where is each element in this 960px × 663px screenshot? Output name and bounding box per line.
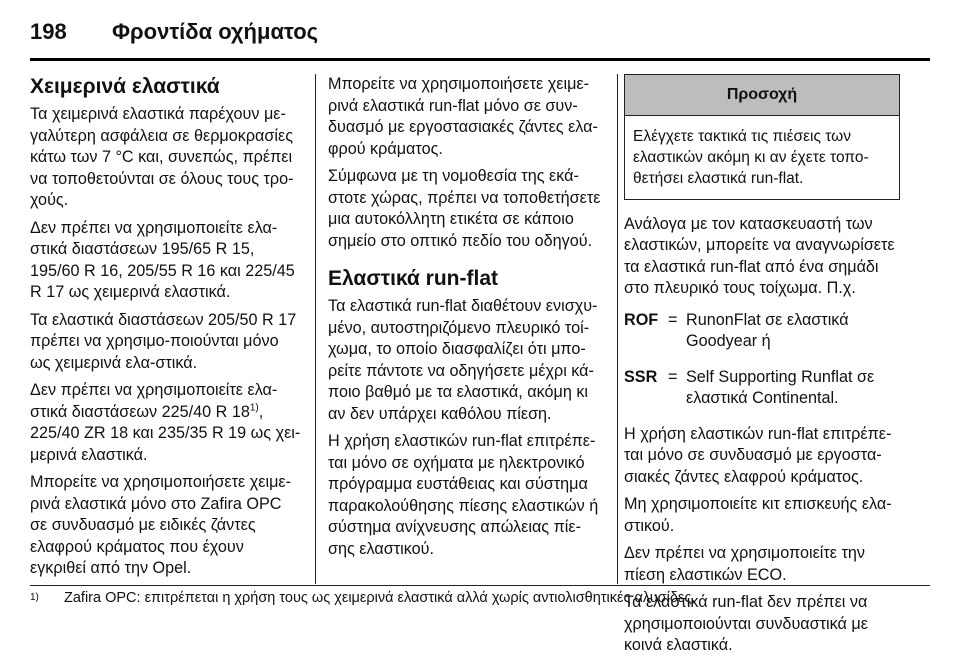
column-divider-1 bbox=[315, 74, 316, 584]
paragraph: Τα χειμερινά ελαστικά παρέχουν με-γαλύτερη ασφάλεια σε θερμοκρασίες κάτω των 7 °C και, συνεπώς, πρέπει να τοποθετούνται σε όλους τους τρο-χούς. bbox=[30, 105, 294, 209]
paragraph bbox=[30, 380, 302, 466]
column-divider-2 bbox=[617, 74, 618, 584]
caution-box bbox=[624, 74, 900, 200]
caution-title: Προσοχή bbox=[625, 75, 899, 116]
code-def: Self Supporting Runflat σε ελαστικά Continental. bbox=[686, 367, 875, 407]
page-number: 198 bbox=[30, 19, 67, 44]
paragraph: Η χρήση ελαστικών run-flat επιτρέπε-ται μόνο σε οχήματα με ηλεκτρονικό πρόγραμμα ευστάθειας και σύστημα παρακολούθησης πίεσης ελαστικών ή σύστημα ανίχνευσης απώλειας πίε-σης ελαστικού. bbox=[328, 432, 599, 558]
code-eq: = bbox=[668, 367, 678, 386]
footnote-rule bbox=[30, 585, 930, 586]
footnote bbox=[30, 588, 695, 608]
winter-tyres-heading: Χειμερινά ελαστικά bbox=[30, 75, 220, 98]
column-1 bbox=[30, 74, 302, 586]
code-definition bbox=[624, 367, 900, 410]
paragraph: Μπορείτε να χρησιμοποιήσετε χειμε-ρινά ελαστικά μόνο στο Zafira OPC σε συνδυασμό με ειδικές ζάντες ελαφρού κράματος που έχουν εγκριθεί από την Opel. bbox=[30, 473, 291, 577]
column-2 bbox=[328, 74, 604, 566]
paragraph: Τα ελαστικά run-flat δεν πρέπει να χρησιμοποιούνται συνδυαστικά με κοινά ελαστικά. bbox=[624, 593, 868, 654]
caution-text: Ελέγχετε τακτικά τις πιέσεις των ελαστικών ακόμη κι αν έχετε τοπο-θετήσει ελαστικά run-flat. bbox=[633, 127, 869, 187]
section-title: Φροντίδα οχήματος bbox=[112, 19, 319, 44]
code-eq: = bbox=[668, 310, 678, 329]
page-header bbox=[30, 14, 318, 50]
text-run: Δεν πρέπει να χρησιμοποιείτε ελα-στικά διαστάσεων 225/40 R 18 bbox=[30, 381, 278, 421]
footnote-ref: 1) bbox=[249, 402, 259, 414]
code-abbr: ROF bbox=[624, 310, 659, 329]
code-abbr: SSR bbox=[624, 367, 658, 386]
paragraph: Τα ελαστικά διαστάσεων 205/50 R 17 πρέπει να χρησιμο-ποιούνται μόνο ως χειμερινά ελα-στικά. bbox=[30, 310, 297, 372]
paragraph: Μπορείτε να χρησιμοποιήσετε χειμε-ρινά ελαστικά run-flat μόνο σε συν-δυασμό με εργοστασιακές ζάντες ελα-φρού κράματος. bbox=[328, 75, 598, 158]
paragraph: Τα ελαστικά run-flat διαθέτουν ενισχυ-μένο, αυτοστηριζόμενο πλευρικό τοί-χωμα, το οποίο διασφαλίζει ότι μπο-ρείτε πάντοτε να οδηγήσετε μέχρι κά-ποιο βαθμό με τα ελαστικά, ακόμη κι αν δεν υπάρχει καθόλου πίεση. bbox=[328, 297, 598, 423]
header-rule bbox=[30, 58, 930, 61]
paragraph: Η χρήση ελαστικών run-flat επιτρέπε-ται μόνο σε συνδυασμό με εργοστα-σιακές ζάντες ελαφρού κράματος. bbox=[624, 424, 892, 486]
text-run: , 225/40 ZR 18 και 235/35 R 19 ως χει-μερινά ελαστικά. bbox=[30, 402, 301, 464]
column-3 bbox=[624, 74, 900, 663]
footnote-text: Zafira OPC: επιτρέπεται η χρήση τους ως χειμερινά ελαστικά αλλά χωρίς αντιολισθητικές αλυσίδες. bbox=[64, 590, 696, 606]
footnote-mark: 1) bbox=[30, 592, 39, 603]
paragraph: Σύμφωνα με τη νομοθεσία της εκά-στοτε χώρας, πρέπει να τοποθετήσετε μια αυτοκόλλητη ετικέτα σε κάποιο σημείο στο οπτικό πεδίο του οδηγού. bbox=[328, 167, 601, 250]
paragraph: Δεν πρέπει να χρησιμοποιείτε ελα-στικά διαστάσεων 195/65 R 15, 195/60 R 16, 205/55 R 16 και 225/45 R 17 ως χειμερινά ελαστικά. bbox=[30, 218, 295, 301]
paragraph: Μη χρησιμοποιείτε κιτ επισκευής ελα-στικού. bbox=[624, 495, 892, 535]
code-definition bbox=[624, 310, 900, 353]
paragraph: Ανάλογα με τον κατασκευαστή των ελαστικών, μπορείτε να αναγνωρίσετε τα ελαστικά run-flat από ένα σημάδι στο πλευρικό τους τοίχωμα. Π.χ. bbox=[624, 214, 895, 297]
paragraph: Δεν πρέπει να χρησιμοποιείτε την πίεση ελαστικών ECO. bbox=[624, 544, 865, 584]
code-def: RunonFlat σε ελαστικά Goodyear ή bbox=[686, 310, 849, 350]
run-flat-heading: Ελαστικά run-flat bbox=[328, 267, 498, 290]
